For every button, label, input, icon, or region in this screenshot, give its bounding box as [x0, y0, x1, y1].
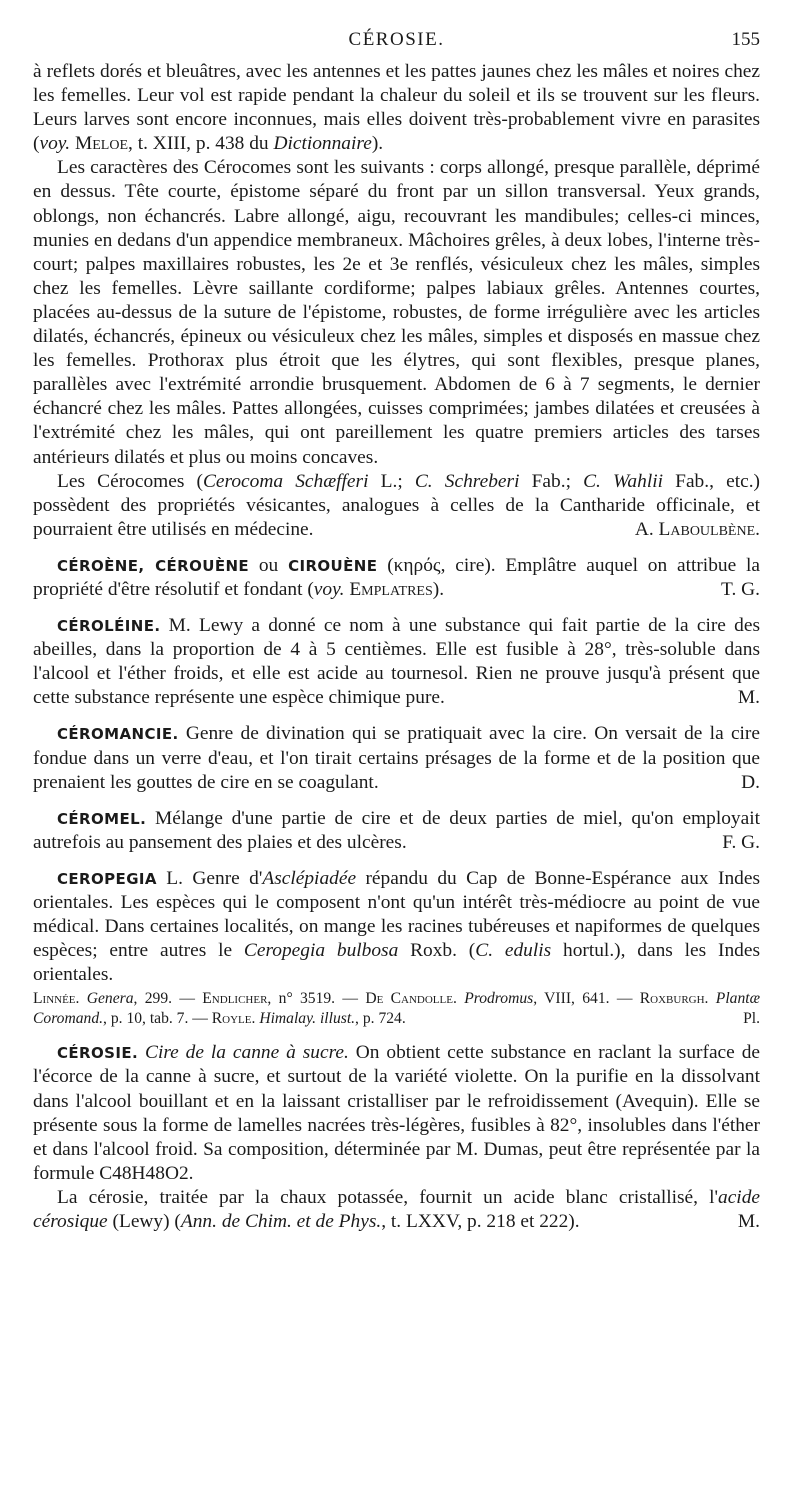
text-run: , t. LXXV, p. 218 et 222).: [381, 1211, 580, 1233]
reference-author: De Candolle.: [365, 990, 457, 1008]
italic-run: Cerocoma Schæfferi: [203, 470, 369, 492]
entry-headword: CÉROSIE.: [57, 1044, 139, 1063]
text-run: ou: [249, 554, 289, 576]
text-run: Mélange d'une partie de cire et de deux parties de miel, qu'on employait autrefois au pansement des plaies et des ulcères.: [33, 807, 760, 853]
text-run: (Lewy) (: [107, 1211, 181, 1233]
text-run: , 299. —: [133, 990, 203, 1008]
entry-cerosie: [33, 1041, 760, 1186]
reference-author: Roxburgh.: [639, 990, 709, 1008]
bibliography-references: [33, 989, 760, 1029]
entry-headword: CÉROMEL.: [57, 809, 147, 828]
entry-ceroleine: [33, 614, 760, 710]
document-page: [33, 28, 760, 1234]
reference-title: Plantæ Coromand.: [33, 990, 760, 1028]
entry-ceromancie: [33, 722, 760, 794]
text-run: , n° 3519. —: [267, 990, 366, 1008]
entry-headword: CIROUÈNE: [288, 556, 378, 575]
text-run: ).: [432, 578, 445, 600]
author-signature: M.: [737, 1211, 760, 1233]
cerocome-paragraph-2: Les caractères des Cérocomes sont les suivants : corps allongé, presque parallèle, déprimé en dessus. Tête courte, épistome séparé du front par un sillon transversal. Yeux grands, oblongs, non échancrés. Labre allongé, aigu, recouvrant les mandibules; celles-ci minces, munies en dedans d'un appendice membraneux. Mâchoires grêles, à deux lobes, l'interne très-court; palpes maxillaires robustes, les 2e et 3e renflés, vésiculeux chez les mâles, simples chez les femelles. Lèvre saillante cordiforme; palpes labiaux grêles. Antennes courtes, placées au-dessus de la suture de l'épistome, robustes, de forme irrégulière avec les articles dilatés, échancrés, épineux ou vésiculeux chez les mâles, simples et disposés en massue chez les femelles. Prothorax plus étroit que les élytres, qui sont flexibles, presque planes, parallèles avec l'extrémité arrondie brusquement. Abdomen de 6 à 7 segments, le dernier échancré chez les mâles. Pattes allongées, cuisses comprimées; jambes dilatées et creusées à l'extrémité chez les mâles, qui ont pareillement les quatre premiers articles des tarses antérieurs dilatés et plus ou moins concaves.: [33, 157, 760, 468]
author-signature: A. Laboulbène.: [634, 518, 760, 540]
reference-title: Prodromus: [464, 990, 534, 1008]
cerosie-paragraph-2: [33, 1186, 760, 1234]
cross-reference: Emplatres: [349, 578, 433, 600]
italic-run: Ann. de Chim. et de Phys.: [180, 1211, 382, 1233]
text-run: , p. 10, tab. 7. —: [103, 1010, 212, 1028]
reference-author: Royle.: [211, 1010, 256, 1028]
entry-headword: CEROPEGIA: [57, 869, 157, 888]
cerocome-paragraph-3: [33, 470, 760, 542]
reference-author: Endlicher: [202, 990, 268, 1008]
italic-run: C. Wahlii: [583, 470, 663, 492]
text-run: Fab., etc.) possèdent des propriétés vésicantes, analogues à celles de la Cantharide officinale, et pourraient être utilisés en médecine.: [33, 470, 760, 540]
text-run: hortul.), dans les Indes orientales.: [33, 940, 761, 986]
text-run: La cérosie, traitée par la chaux potassée, fournit un acide blanc cristallisé, l': [57, 1186, 718, 1208]
italic-run: C. edulis: [475, 940, 552, 962]
text-run: , t. XIII, p. 438 du: [128, 133, 274, 155]
entry-headword: CÉROMANCIE.: [57, 725, 179, 744]
entry-ceroene: [33, 554, 760, 602]
page-header: [33, 28, 760, 52]
reference-title: Genera: [86, 990, 134, 1008]
text-run: (κηρός, cire). Emplâtre auquel on attribue la propriété d'être résolutif et fondant (: [33, 554, 760, 600]
author-signature: D.: [741, 771, 760, 793]
italic-run: Dictionnaire: [273, 133, 372, 155]
author-signature: Pl.: [743, 1010, 760, 1028]
cross-reference: Meloe: [75, 133, 129, 155]
text-run: ).: [371, 133, 384, 155]
reference-title: Himalay. illust.: [259, 1010, 356, 1028]
text-run: L.;: [368, 470, 415, 492]
text-run: Genre de divination qui se pratiquait avec la cire. On versait de la cire fondue dans un verre d'eau, et l'on tirait certains présages de la forme et de la position que prenaient les gouttes de cire en se coagulant.: [33, 723, 760, 793]
cerocome-paragraph-1: [33, 60, 760, 156]
reference-author: Linnée.: [33, 990, 80, 1008]
text-run: , p. 724.: [355, 1010, 406, 1028]
text-run: Roxb. (: [398, 940, 476, 962]
page-number: 155: [731, 29, 760, 50]
author-signature: F. G.: [722, 831, 760, 853]
italic-run: Cire de la canne à sucre.: [145, 1042, 349, 1064]
text-run: répandu du Cap de Bonne-Espérance aux Indes orientales. Les espèces qui le composent n'ont qu'un intérêt très-médiocre au point de vue médical. Dans certaines localités, on mange les racines tubéreuses et napiformes de quelques espèces; entre autres le: [33, 867, 761, 962]
entry-ceropegia: [33, 867, 760, 987]
running-title: CÉROSIE.: [348, 29, 445, 50]
entry-headword: CÉROÈNE, CÉROUÈNE: [57, 556, 250, 575]
text-run: M. Lewy a donné ce nom à une substance qui fait partie de la cire des abeilles, dans la proportion de 4 à 5 centièmes. Elle est fusible à 28°, très-soluble dans l'alcool et l'éther froids, et elle est acide au tournesol. Rien ne prouve jusqu'à présent que cette substance représente une espèce chimique pure.: [33, 615, 760, 709]
italic-run: C. Schreberi: [414, 470, 520, 492]
italic-run: Asclépiadée: [262, 867, 357, 889]
author-signature: M.: [737, 687, 760, 709]
text-run: Les Cérocomes (: [57, 470, 203, 492]
italic-run: acide cérosique: [33, 1186, 760, 1233]
text-run: L. Genre d': [156, 867, 263, 889]
text-run: à reflets dorés et bleuâtres, avec les antennes et les pattes jaunes chez les mâles et noires chez les femelles. Leur vol est rapide pendant la chaleur du soleil et ils se trouvent sur les fleurs. Leurs larves sont encore inconnues, mais elles doivent très-probablement vivre en parasites (: [33, 61, 760, 155]
italic-run: voy.: [39, 133, 71, 155]
text-run: , VIII, 641. —: [533, 990, 640, 1008]
text-run: On obtient cette substance en raclant la surface de l'écorce de la canne à sucre, et surtout de la variété violette. On la purifie en la dissolvant dans l'alcool bouillant et en la laissant cristalliser par le refroidissement (Avequin). Elle se présente sous la forme de lamelles nacrées très-légères, fusibles à 82°, insolubles dans l'éther et dans l'alcool froid. Sa composition, déterminée par M. Dumas, peut être représentée par la formule C48H48O2.: [33, 1042, 760, 1184]
text-run: Fab.;: [519, 470, 584, 492]
italic-run: voy.: [313, 578, 345, 600]
author-signature: T. G.: [721, 578, 760, 600]
entry-ceromel: [33, 807, 760, 855]
entry-headword: CÉROLÉINE.: [57, 617, 161, 636]
italic-run: Ceropegia bulbosa: [243, 940, 399, 962]
